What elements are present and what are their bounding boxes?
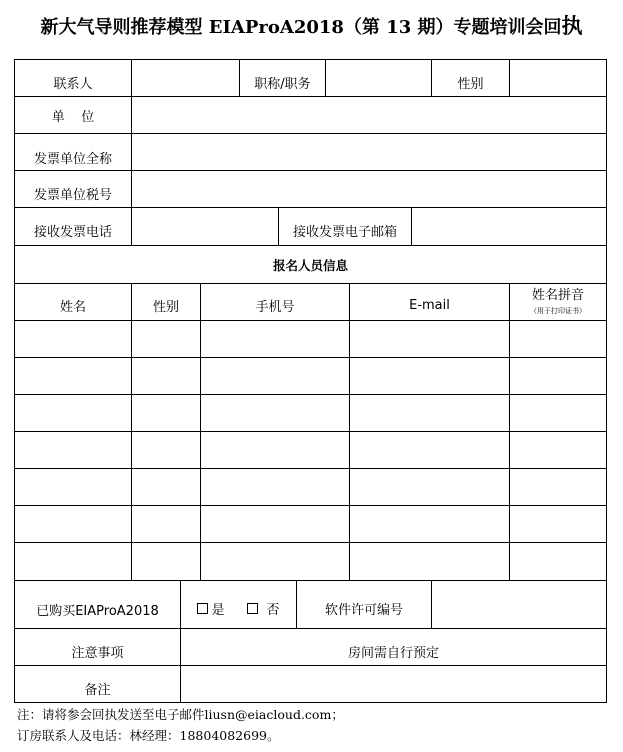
gender-label: 性别 [457,76,484,92]
attendee-section-title: 报名人员信息 [272,257,348,273]
col-gender-header: 性别 [152,299,179,315]
purchase-yes-label: 是 [211,603,225,618]
contact-label: 联系人 [53,76,93,92]
table-row[interactable] [15,395,606,431]
license-field[interactable] [432,581,606,628]
invoice-email-label: 接收发票电子邮箱 [292,225,397,240]
unit-field[interactable] [132,97,606,133]
purchase-no-label: 否 [266,603,280,618]
unit-label: 单 位 [51,109,95,125]
remarks-field[interactable] [181,666,606,702]
page-title [0,10,623,40]
col-email-header: E-mail [409,297,450,313]
footer-line2-suffix: 。 [267,728,280,743]
table-row[interactable] [15,432,606,468]
gender-field[interactable] [510,60,606,96]
table-row[interactable] [15,469,606,505]
invoice-phone-label: 接收发票电话 [33,225,112,240]
invoice-tax-field[interactable] [132,171,606,207]
purchase-yes-checkbox[interactable] [197,603,208,614]
footer-phone-note [17,726,280,744]
license-label: 软件许可编号 [324,603,403,618]
invoice-unit-field[interactable] [132,134,606,170]
invoice-tax-label: 发票单位税号 [33,187,112,203]
purchase-label: 已购买EIAProA2018 [36,604,159,619]
col-pinyin-note: （用于打印证书） [530,306,586,315]
footer-email-note [17,705,344,723]
invoice-email-field[interactable] [412,208,606,245]
invoice-phone-field[interactable] [132,208,278,245]
position-label: 职称/职务 [254,76,311,92]
table-row[interactable] [15,543,606,580]
col-phone-header: 手机号 [255,299,295,315]
col-pinyin-header [510,284,606,320]
purchase-options [181,581,296,628]
invoice-unit-label: 发票单位全称 [33,151,112,167]
table-row[interactable] [15,321,606,357]
remarks-label: 备注 [84,682,111,698]
table-row[interactable] [15,506,606,542]
table-row[interactable] [15,358,606,394]
position-field[interactable] [326,60,431,96]
footer-line2-prefix: 订房联系人及电话：林经理： [17,728,180,743]
title-last-char: 执 [561,13,583,38]
footer-phone: 18804082699 [179,728,267,743]
notes-value: 房间需自行预定 [347,645,439,661]
contact-field[interactable] [132,60,239,96]
title-text: 新大气导则推荐模型 EIAProA2018（第 13 期）专题培训会回 [40,17,562,38]
purchase-no-checkbox[interactable] [247,603,258,614]
notes-label: 注意事项 [71,645,124,661]
footer-email[interactable]: liusn@eiacloud.com [204,707,332,722]
col-pinyin-label: 姓名拼音 [531,287,584,303]
col-name-header: 姓名 [59,299,86,315]
footer-line1-suffix: ； [331,707,344,722]
footer-line1-prefix: 注：请将参会回执发送至电子邮件 [17,707,205,722]
